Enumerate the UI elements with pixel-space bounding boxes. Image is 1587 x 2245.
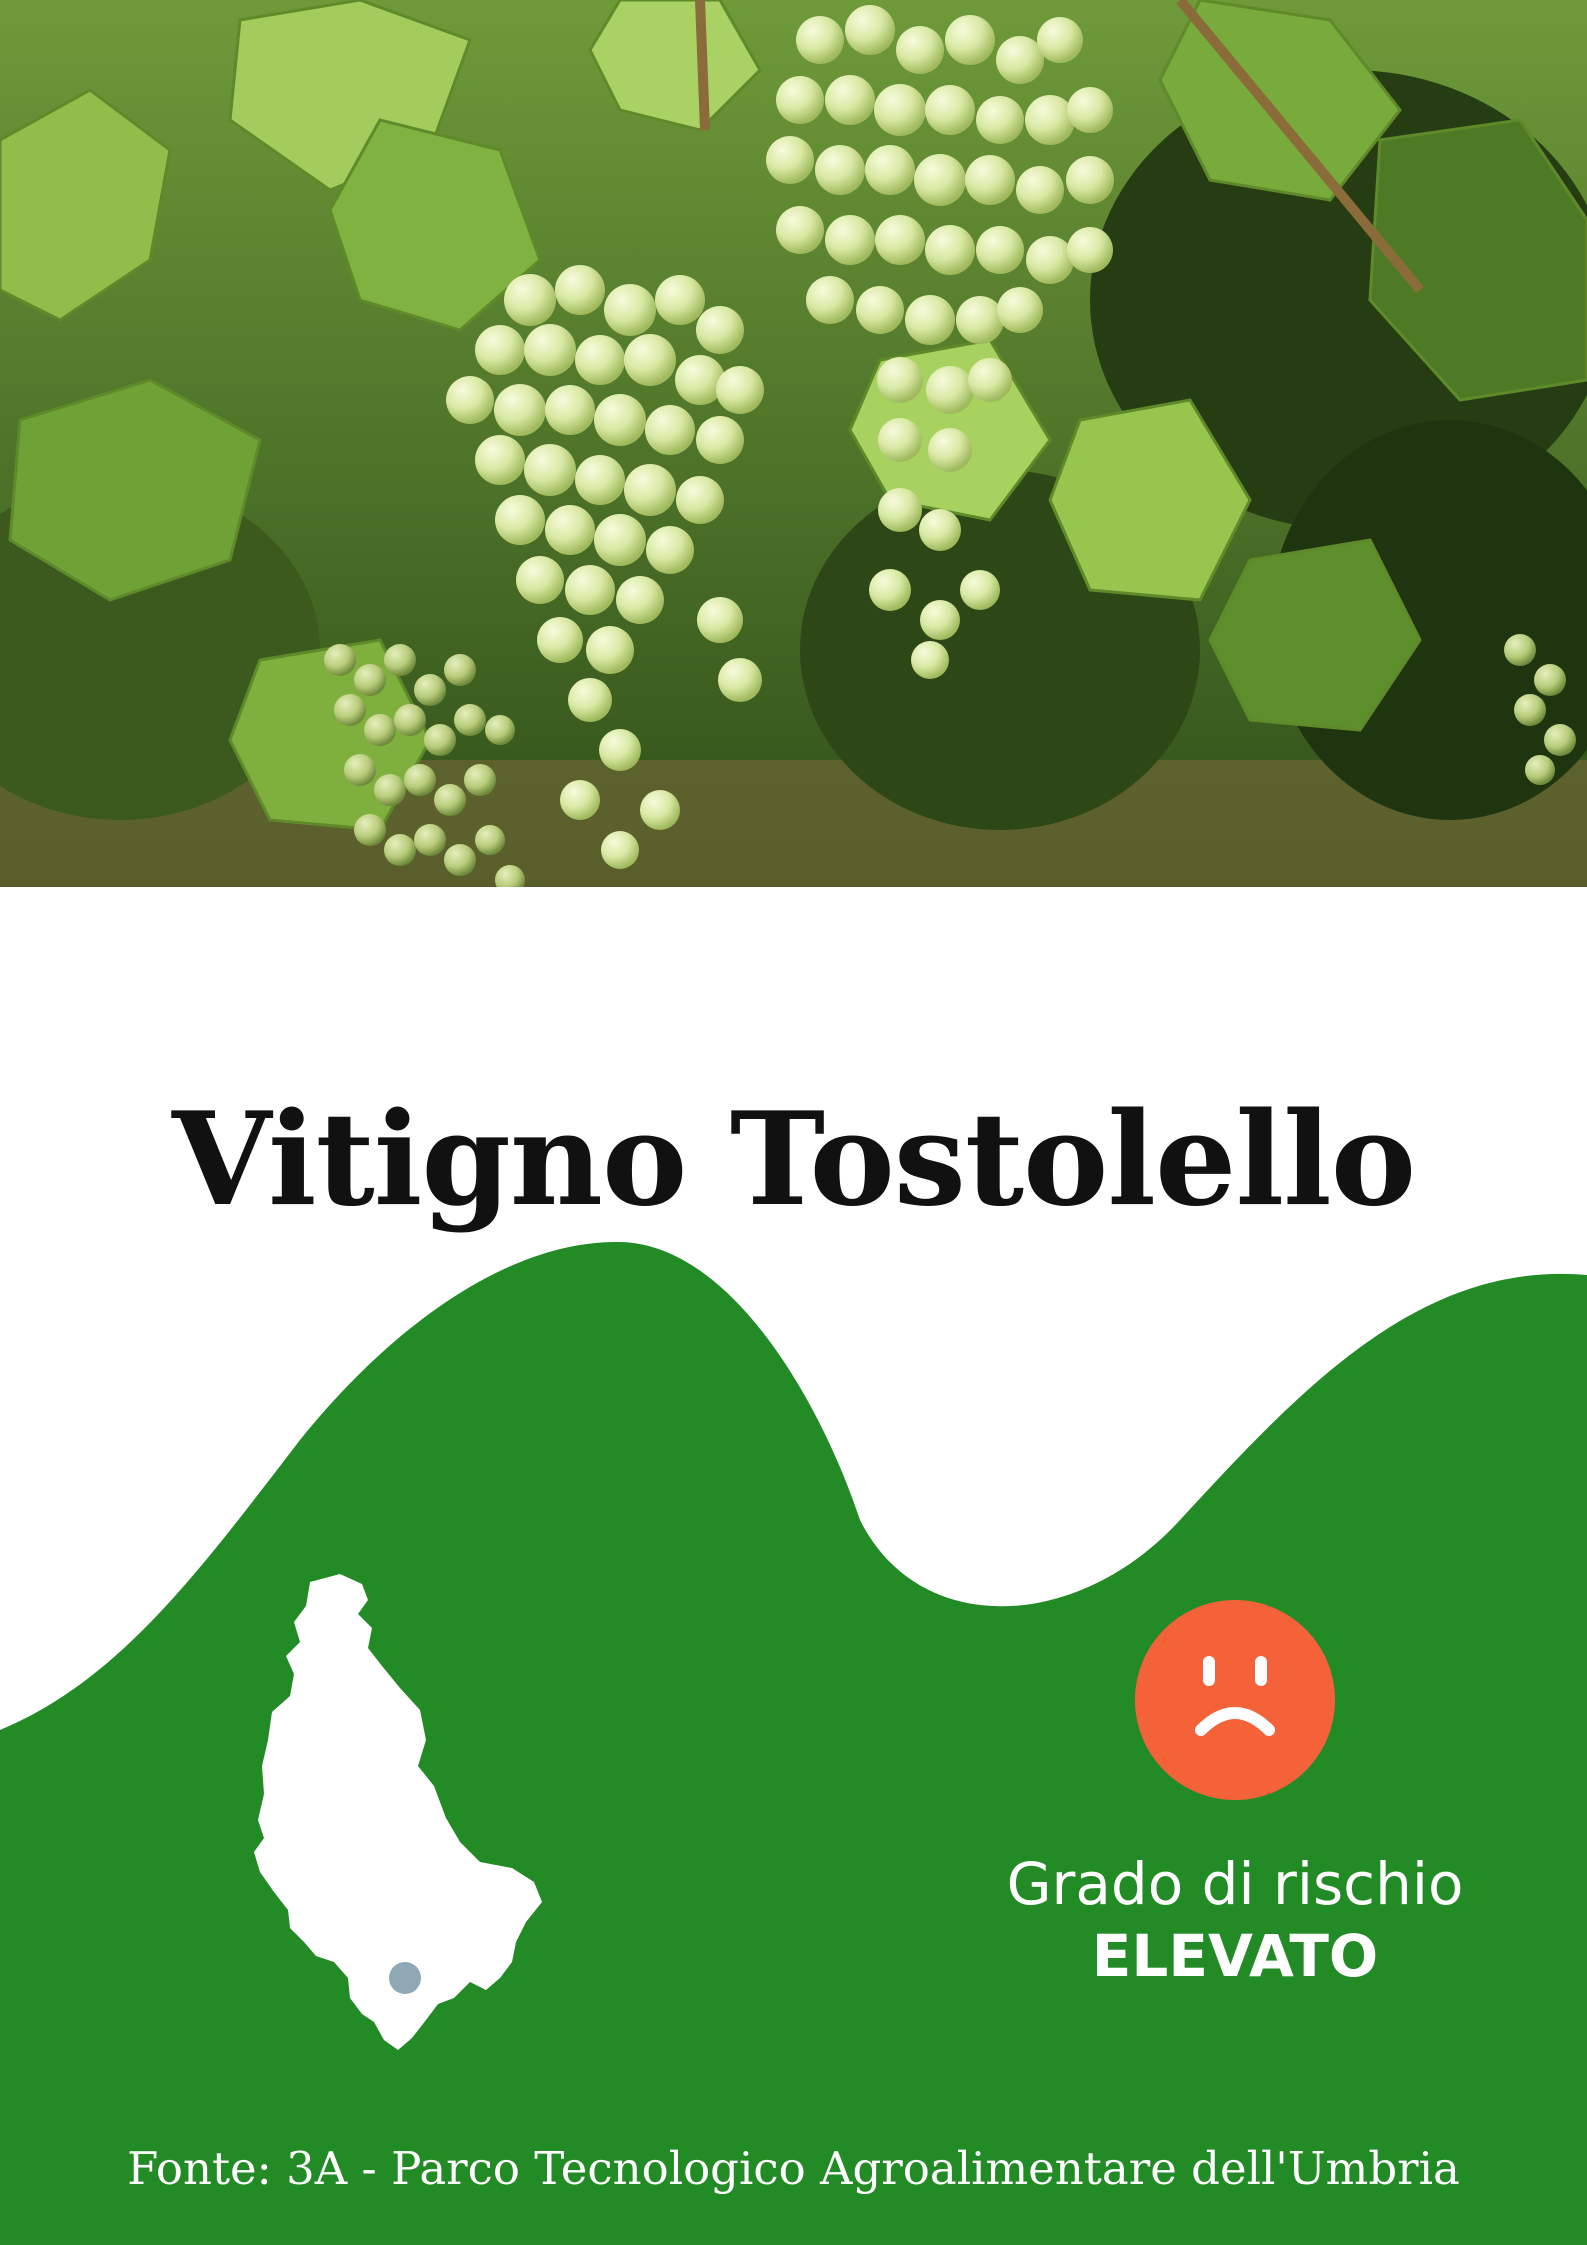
- risk-level: ELEVATO: [1091, 1922, 1379, 1990]
- source-credit: Fonte: 3A - Parco Tecnologico Agroalimentare dell'Umbria: [127, 2142, 1460, 2195]
- green-wave-background: [0, 1240, 1587, 2245]
- page-title: Vitigno Tostolello: [171, 1084, 1416, 1235]
- grape-vine-photo: [0, 0, 1587, 887]
- risk-label: Grado di rischio: [1006, 1850, 1464, 1918]
- umbria-map-icon: [250, 1570, 650, 2060]
- location-marker: [389, 1962, 421, 1994]
- sad-face-icon: [1133, 1598, 1337, 1802]
